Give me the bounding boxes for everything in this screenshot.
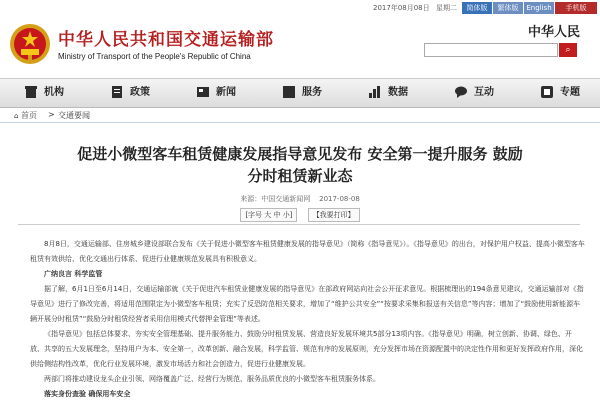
nav-item-institutions[interactable] <box>24 84 64 102</box>
breadcrumb-separator: > <box>48 110 55 119</box>
document-icon <box>110 85 124 99</box>
nav-label: 专题 <box>560 87 580 98</box>
nav-label: 机构 <box>44 87 64 98</box>
breadcrumb-home-label: 首页 <box>21 111 37 120</box>
nav-item-topics[interactable] <box>540 84 580 102</box>
article-title: 促进小微型客车租赁健康发展指导意见发布 安全第一提升服务 鼓励分时租赁新业态 <box>77 145 523 185</box>
article-tools <box>0 208 600 222</box>
building-icon <box>24 85 38 99</box>
nav-item-news[interactable] <box>196 84 236 102</box>
chart-icon <box>368 85 382 99</box>
breadcrumb-current[interactable]: 交通要闻 <box>58 111 90 120</box>
nav-label: 政策 <box>130 87 150 98</box>
site-header <box>0 16 600 70</box>
search-input[interactable] <box>424 43 558 57</box>
nav-label: 服务 <box>302 87 322 98</box>
mobile-version-button[interactable]: 手机版 <box>555 2 597 14</box>
nav-item-services[interactable] <box>282 84 322 102</box>
nav-item-data[interactable] <box>368 84 408 102</box>
current-weekday: 星期二 <box>436 4 457 12</box>
nav-item-policy[interactable] <box>110 84 150 102</box>
nav-label: 数据 <box>388 87 408 98</box>
site-name-chinese[interactable]: 中华人民共和国交通运输部 <box>58 30 274 50</box>
traditional-version-button[interactable]: 繁体版 <box>493 2 523 14</box>
article-paragraph: 两部门将推动建设龙头企业引领、网络覆盖广泛、经营行为规范、服务品质优良的小微型客车租赁服务体系。 <box>44 375 380 383</box>
search-button[interactable] <box>559 43 577 57</box>
english-version-button[interactable]: English <box>524 2 554 14</box>
topic-icon <box>540 85 554 99</box>
article-subheading: 落实身份查验 确保用车安全 <box>44 390 131 398</box>
article-date: 2017-08-08 <box>319 195 360 203</box>
article-subheading: 广纳良言 科学监管 <box>44 270 103 278</box>
simplified-version-button[interactable]: 简体版 <box>462 2 492 14</box>
article-meta <box>0 194 600 204</box>
nav-item-interaction[interactable] <box>454 84 494 102</box>
service-icon <box>282 85 296 99</box>
article-paragraph: 《指导意见》包括总体要求、夯实安全管理基础、提升服务能力、鼓励分时租赁发展、营造良好发展环境共5部分13项内容。《指导意见》明确，树立创新、协调、绿色、开放、共享的五大发展理念，坚持用户为本、安全第一，改革创新、融合发展，科学监管、规范有序的发展原则，充分发挥市场在资源配置中的决定性作用和更好发挥政府作用，深化供给侧结构性改革，优化行业发展环境，激发市场活力和社会创造力，促进行业健康发展。 <box>30 330 583 368</box>
search-icon: ⌕ <box>565 45 571 55</box>
article-source: 来源：中国交通新闻网 <box>240 195 311 203</box>
article-paragraph: 据了解，6月1日至6月14日，交通运输部就《关于促进汽车租赁业健康发展的指导意见》在部政府网站向社会公开征求意见。根据梳理出的194条意见建议，交通运输部对《指导意见》进行了修改完善，将适用范围限定为小微型客车租赁；充实了反恐防范相关要求，增加了“维护公共安全”“按要求采集和报送有关信息”等内容；增加了“鼓励使用新能源车辆开展分时租赁”“鼓励分时租赁经营者采用信用模式代替押金管理”等表述。 <box>30 285 584 323</box>
breadcrumb <box>0 108 600 123</box>
print-button[interactable]: 【我要打印】 <box>308 208 360 222</box>
current-date: 2017年08月08日 <box>373 4 430 12</box>
national-emblem-icon[interactable] <box>8 22 52 66</box>
home-icon: ⌂ <box>14 112 19 120</box>
top-utility-bar <box>0 0 600 16</box>
breadcrumb-home[interactable] <box>14 110 37 121</box>
news-icon <box>196 85 210 99</box>
divider <box>18 224 580 225</box>
article-paragraph: 8月8日，交通运输部、住房城乡建设部联合发布《关于促进小微型客车租赁健康发展的指导意见》（简称《指导意见》）。《指导意见》的出台，对保护用户权益、提高小微型客车租赁有效供给、优化交通出行体系、促进行业健康规范发展具有积极意义。 <box>30 240 585 263</box>
chat-icon <box>454 85 468 99</box>
nav-label: 新闻 <box>216 87 236 98</box>
main-nav <box>0 78 600 108</box>
article-body <box>30 237 585 402</box>
nav-label: 互动 <box>474 87 494 98</box>
header-brand-text: 中华人民 <box>528 25 581 40</box>
font-size-control[interactable]: [字号 大 中 小] <box>240 208 297 222</box>
site-name-english: Ministry of Transport of the People's Republic of China <box>58 52 251 61</box>
